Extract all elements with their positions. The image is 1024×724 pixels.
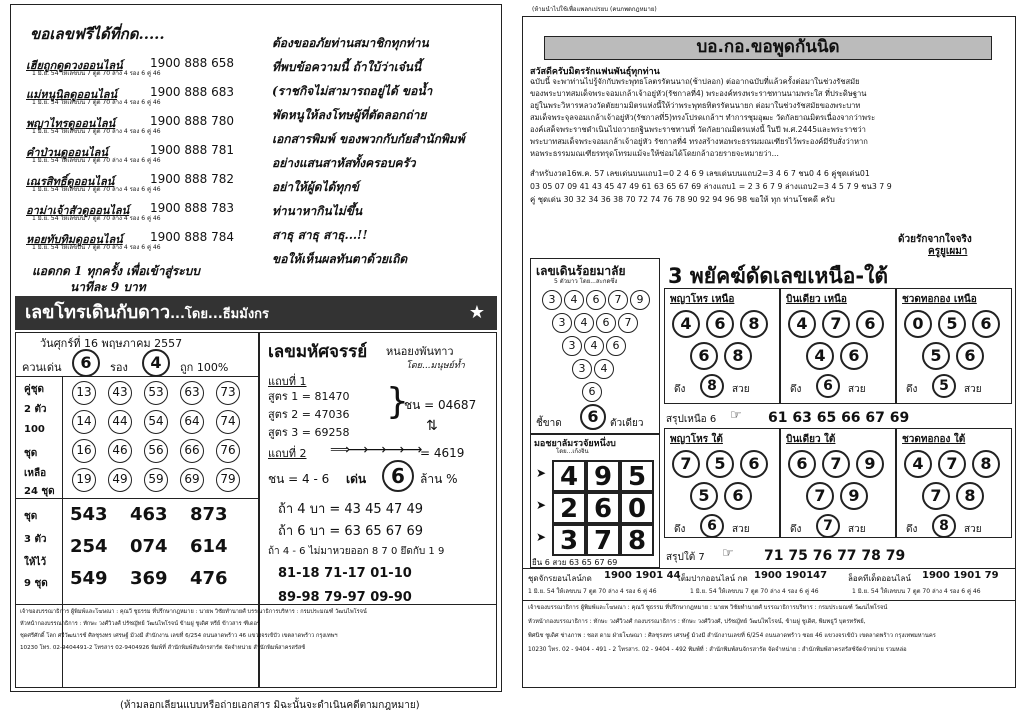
star-icon: ★ xyxy=(468,302,485,323)
tiger-pair: 6 xyxy=(840,342,868,370)
hotline-3-label: ล็อคทีเด็ดออนไลน์ xyxy=(848,574,911,583)
suay-label: สวย xyxy=(848,524,866,535)
article-line: สมเด็จพระจุลจอมเกล้าเจ้าอยู่หัว(รัชกาลที่5)ทรงโปรดเกล้าฯ ทำการชุมอุฒะ วัดกัลยาณมิตรเนื่องจากว่าพระ xyxy=(530,113,876,122)
lucky-name: พญาไทรดูออนไลน์ xyxy=(26,117,116,130)
decider-value: 6 xyxy=(580,404,606,430)
arrow-icon: ➤ xyxy=(536,498,547,512)
tiger-pair: 5 xyxy=(690,482,718,510)
lucky-name: แม่หนูนิลดูออนไลน์ xyxy=(26,88,118,101)
garland-title: เลขเดินร้อยมาลัย xyxy=(536,264,626,278)
three-number: 614 xyxy=(190,536,228,557)
lucky-name: คำป่วนดูออนไลน์ xyxy=(26,146,108,159)
footer-line: เจ้าของบรรณาธิการ ผู้พิมพ์และโฆษณา : คุณวี ชูธรรม ที่ปรึกษากฎหมาย : นายพ วิชัยทำนายศ์ บรรณาธิการบริหาร : กรมประมณฑ์ วัฒนไพโรจน์ xyxy=(20,609,367,615)
kling-value: 7 xyxy=(816,514,840,538)
pair-circle: 19 xyxy=(72,468,96,492)
magic-line-3: ถ้า 4 - 6 ไม่มาหวยออก 8 7 0 ยึดกับ 1 9 xyxy=(268,546,445,557)
article-line: พระบาทสมเด็จพระจอมเกล้าเจ้าอยู่หัว รัชกาลที่4 ทรงสร้างหอพระธรรมมณเฑียรไว้พระองค์มีรับสั่งว่าหาก xyxy=(530,137,868,146)
brace-icon: } xyxy=(386,381,409,422)
garland-circle: 3 xyxy=(572,359,592,379)
kling-label: ดึง xyxy=(790,524,802,535)
stats-line: สำหรับงวด16พ.ค. 57 เลขเด่นบนแถบ1=0 2 4 6 9 เลขเด่นบนแถบ2=3 4 6 7 ชน0 4 6 คู่ชุดเด่น01 xyxy=(530,169,870,178)
tiger-digit: 0 xyxy=(904,310,932,338)
lucky-name: หอยทับทิมดูออนไลน์ xyxy=(26,233,123,246)
hand-point-icon-2: ☞ xyxy=(722,546,734,561)
stats-line: 03 05 07 09 41 43 45 47 49 61 63 65 67 69 ล่างแถบ1 = 2 3 6 7 9 ล่างแถบ2=3 4 5 7 9 ชน3 7 9 xyxy=(530,182,892,191)
square-sub: โดย...เก้งจิน xyxy=(556,448,589,455)
tiger-digit: 6 xyxy=(972,310,1000,338)
row-label: 100 xyxy=(24,424,45,435)
garland-sub: 5 ตัวมาว โดย...สะกดซึ่ง xyxy=(554,278,618,285)
article-line: อยู่ในพระวิหารหลวงวัดตัยยามมิตรแห่งนี้ให้ว่าพระพุทธทิตรรัตนนายก ต่อมาในช่วงรัชสมัยของพระบาท xyxy=(530,101,861,110)
pair-circle: 73 xyxy=(216,381,240,405)
square-digit: 7 xyxy=(586,524,620,556)
square-digit: 6 xyxy=(586,492,620,524)
hotline-2-label: เต็มปากออนไลน์ กด xyxy=(678,574,748,583)
banner-tail: ...โดย...ธีมมังกร xyxy=(170,307,270,322)
magic-by: โดย...มนุษย์ท้ำ xyxy=(406,361,465,371)
tiger-digit: 7 xyxy=(938,450,966,478)
lucky-title: ขอเลขฟรีได้ที่กด..... xyxy=(30,25,165,43)
swap-arrows-icon: ⇅ xyxy=(426,418,438,434)
three-number: 369 xyxy=(130,568,168,589)
poem-line: ขอให้เห็นผลทันตาด้วยเถิด xyxy=(272,252,408,266)
footer-line: 10230 โทร. 02-9404491-2 โทรสาร 02-9404926 พิมพ์ที่ สำนักพิมพ์สันจักรสารัต จัดจำหน่าย สำนักพิมพ์สาครสรัสซ์ xyxy=(20,645,306,651)
kling-value: 5 xyxy=(932,374,956,398)
hotline-1: 1900 1901 44 xyxy=(604,570,681,581)
poem-line: ที่พบข้อความนี้ ถ้าใบ้ว่าเจ๋นนี้ xyxy=(272,60,422,74)
garland-circle: 9 xyxy=(630,290,650,310)
garland-circle: 3 xyxy=(562,336,582,356)
article-line: ฉบับนี้ จะพาท่านไปรู้จักกับพระพุทธโลตรรัตนนาถ(ช้าปลอก) ต่ออากฉบับที่แล้วครั้งต่อมาในช่วงรัชสมัย xyxy=(530,77,860,86)
tiger-head: ชวดทอกอง เหนือ xyxy=(902,294,977,305)
three-label: ให้ไว้ xyxy=(24,557,47,568)
formula-1: สูตร 1 = 81470 xyxy=(268,390,350,403)
garland-circle: 3 xyxy=(542,290,562,310)
suay-label: สวย xyxy=(964,384,982,395)
three-number: 549 xyxy=(70,568,108,589)
poem-line: เอกสารพิมพ์ ของพวกกับกัยสำนักพิมพ์ xyxy=(272,132,465,146)
square-digit: 5 xyxy=(620,460,654,492)
arrow-icon: ➤ xyxy=(536,530,547,544)
fine-print-3: 1 มิ.ย. 54 ให้เลขบน 7 ตูต 70 ล่าง 4 รอง 6 คู่ 46 xyxy=(852,588,981,595)
left-banner xyxy=(15,296,497,330)
pair-circle: 79 xyxy=(216,468,240,492)
poem-line: อย่าให้ผู้ดได้ทุกข์ xyxy=(272,180,359,194)
summary-south-label: สรุปใต้ 7 xyxy=(666,552,705,563)
pair-circle: 74 xyxy=(216,410,240,434)
square-digit: 0 xyxy=(620,492,654,524)
suay-label: สวย xyxy=(848,384,866,395)
tiger-head: พญาโหร เหนือ xyxy=(670,294,735,305)
tiger-head: ชวดทอกอง ใต้ xyxy=(902,434,966,445)
right-topline: (ห้ามนำไปใช้เพื่อแพลกเปรยบ (คนกพดกฎหมาย) xyxy=(532,6,657,13)
lucky-code: 1900 888 784 xyxy=(150,230,234,244)
tiger-digit: 6 xyxy=(856,310,884,338)
magic-author: หนอยงพันทาว xyxy=(386,345,454,358)
pair-circle: 16 xyxy=(72,439,96,463)
magic-title: เลขมหัศจรรย์ xyxy=(268,342,368,362)
poem-line: ต้องขออภัยท่านสมาชิกทุกท่าน xyxy=(272,36,429,50)
square-digit: 2 xyxy=(552,492,586,524)
kling-label: ดึง xyxy=(906,384,918,395)
lucky-foot-2: นาทีละ 9 บาท xyxy=(70,280,146,294)
footer-line: พิศนิช ชูเดิศ ช่างภาพ : ชอส ดาม ฝ่ายโฆษณา : ศิลชุรงทร เศรษฐ์ ม้วงมี สำนักงานเลขที่ 6/254 ถนนลาดพร้าว ซอย 46 แขวงจรเข้บัว เขตลาดพร้าว กรุงเทพมหานคร xyxy=(528,633,936,639)
pair-circle: 46 xyxy=(108,439,132,463)
magic-dlabel: เด่น xyxy=(346,472,367,486)
lucky-fine: 1 มิ.ย. 54 ให้เลขบน 7 ตูต 70 ล่าง 4 รอง 6 คู่ 46 xyxy=(32,157,161,164)
garland-circle: 3 xyxy=(552,313,572,333)
kling-value: 6 xyxy=(700,514,724,538)
square-title: มอชยาลัมรวจัยหนึ่งบ xyxy=(534,439,616,449)
pair-circle: 76 xyxy=(216,439,240,463)
tiger-pair: 9 xyxy=(840,482,868,510)
tiger-digit: 7 xyxy=(822,310,850,338)
left-page xyxy=(10,4,502,716)
lucky-code: 1900 888 658 xyxy=(150,56,234,70)
summary-north-label: สรุปเหนือ 6 xyxy=(666,414,717,425)
kling-value: 8 xyxy=(700,374,724,398)
lucky-fine: 1 มิ.ย. 54 ให้เลขบน 7 ตูต 70 ล่าง 4 รอง 6 คู่ 46 xyxy=(32,244,161,251)
lucky-fine: 1 มิ.ย. 54 ให้เลขบน 7 ตูต 70 ล่าง 4 รอง 6 คู่ 46 xyxy=(32,70,161,77)
lucky-code: 1900 888 782 xyxy=(150,172,234,186)
pair-circle: 49 xyxy=(108,468,132,492)
article-line: หอพระธรรมมณเฑียรทรุดโทรมแม้จะให้ซ่อมได้โดยกล้าอวยรายจะหมายว่า... xyxy=(530,149,779,158)
poem-line: ท่านาหากินไม่ขึ้น xyxy=(272,204,363,218)
pair-circle: 43 xyxy=(108,381,132,405)
decider-label: ชี้ขาด xyxy=(536,418,562,429)
pair-circle: 44 xyxy=(108,410,132,434)
pair-circle: 66 xyxy=(180,439,204,463)
lucky-code: 1900 888 780 xyxy=(150,114,234,128)
tiger-pair: 5 xyxy=(922,342,950,370)
three-number: 476 xyxy=(190,568,228,589)
tiger-digit: 4 xyxy=(672,310,700,338)
three-number: 254 xyxy=(70,536,108,557)
square-digit: 4 xyxy=(552,460,586,492)
banner-main: เลขโทรเดินกับดาว xyxy=(25,302,171,323)
lucky-name: เฮียถูกดูดวงออนไลน์ xyxy=(26,59,123,72)
tiger-digit: 8 xyxy=(740,310,768,338)
pair-circle: 53 xyxy=(144,381,168,405)
magic-main: ชน = 4 - 6 xyxy=(268,472,330,486)
lucky-code: 1900 888 783 xyxy=(150,201,234,215)
lucky-code: 1900 888 683 xyxy=(150,85,234,99)
three-number: 463 xyxy=(130,504,168,525)
pair-circle: 13 xyxy=(72,381,96,405)
footer-line: หัวหน้ากองบรรณาธิการ : ทักษะ วงศ์วิวงศ์ ปรัชญัทย์ วัฒนไพโรจน์ ข้ามผู่ ชูเดิศ หรีย์ ข้าวสาร ฑีเดอร์ xyxy=(20,621,260,627)
tiger-pair: 7 xyxy=(922,482,950,510)
garland-circle: 4 xyxy=(594,359,614,379)
hotline-3: 1900 1901 79 xyxy=(922,570,999,581)
garland-circle: 6 xyxy=(582,382,602,402)
poem-line: (ราชกิจไม่สามารถอยู่ได้ ขอน้ำ xyxy=(272,84,433,98)
garland-circle: 4 xyxy=(574,313,594,333)
kling-value: 6 xyxy=(816,374,840,398)
tiger-digit: 5 xyxy=(938,310,966,338)
article-line: องค์เสด็จพระราชดำเนินไปถวายกฐินพระราชทานที่ วัดกัลยาณมิตรแห่งนี้ ในปี พ.ศ.2445และพระราชว่า xyxy=(530,125,866,134)
three-label: ชุด xyxy=(24,511,38,522)
tiger-pair: 8 xyxy=(956,482,984,510)
formula-2: สูตร 2 = 47036 xyxy=(268,408,350,421)
garland-circle: 4 xyxy=(564,290,584,310)
stand-line: ยืน 6 สวย 63 65 67 69 xyxy=(532,558,618,567)
hotline-1-label: ชุดจักรยอนไลน์กด xyxy=(528,574,592,583)
poem-line: พัดหนูให้ลงโทษผู้ที่ตัดลอกถ่าย xyxy=(272,108,427,122)
kling-label: ดึง xyxy=(674,384,686,395)
suay-label: สวย xyxy=(732,524,750,535)
arrow-icon: ➤ xyxy=(536,466,547,480)
garland-circle: 7 xyxy=(608,290,628,310)
tiger-digit: 9 xyxy=(856,450,884,478)
tiger-pair: 6 xyxy=(690,342,718,370)
tiger-pair: 4 xyxy=(806,342,834,370)
tiger-digit: 6 xyxy=(788,450,816,478)
draw-date: วันศุกร์ที่ 16 พฤษภาคม 2557 xyxy=(40,337,183,350)
footer-line: หัวหน้ากองบรรณาธิการ : ทักษะ วงศ์วิวงศ์ กองบรรณาธิการ : ทักษะ วงศ์วิวงศ์, ปรัชญัทย์ วัฒนไพโรจน์, ข้ามผู่ ชูเดิศ, พิมพธูวี บุตรทรัพย์, xyxy=(528,619,866,625)
poem-line: สาธุ สาธุ สาธุ...!! xyxy=(272,228,368,242)
right-page xyxy=(518,4,1018,720)
decider-tail: ตัวเดียว xyxy=(610,418,644,429)
hotline-2: 1900 190147 xyxy=(754,570,828,581)
row-label: ชุด xyxy=(24,448,38,459)
article-line: ของพระบาทสมเด็จพระจอมเกล้าเจ้าอยู่หัว(รัชกาลที่4) พระองค์ทรงพระราชทานนามพระใส ที่ประดิษฐาน xyxy=(530,89,867,98)
tiger-digit: 7 xyxy=(672,450,700,478)
row-label: คู่ชุด xyxy=(24,384,44,395)
magic-line-1: ถ้า 4 บา = 43 45 47 49 xyxy=(278,502,423,517)
pair-circle: 69 xyxy=(180,468,204,492)
sub-label: รอง xyxy=(110,361,128,374)
tiger-head: บินเดียว เหนือ xyxy=(786,294,847,305)
footer-line: ชุดศรีศักดิ์ โลก ศรีวัฒนารช์ ศิลชุรงทร เศรษฐ์ ม้วงมี สำนักงาน เลขที่ 6/254 ถนนลาดพร้าว 46 แขวงจรเข้บัว เขตลาดพร้าว กรุงเทพฯ xyxy=(20,633,338,639)
tiger-digit: 5 xyxy=(706,450,734,478)
summary-south: 71 75 76 77 78 79 xyxy=(764,548,906,564)
pair-circle: 64 xyxy=(180,410,204,434)
tiger-digit: 4 xyxy=(788,310,816,338)
garland-circle: 6 xyxy=(606,336,626,356)
formula-1-label: แถบที่ 1 xyxy=(268,375,307,388)
main-label: ควนเด่น xyxy=(22,361,62,374)
three-number: 873 xyxy=(190,504,228,525)
lucky-name: อาม่าเจ้าสัวดูออนไลน์ xyxy=(26,204,130,217)
lucky-fine: 1 มิ.ย. 54 ให้เลขบน 7 ตูต 70 ล่าง 4 รอง 6 คู่ 46 xyxy=(32,128,161,135)
lucky-fine: 1 มิ.ย. 54 ให้เลขบน 7 ตูต 70 ล่าง 4 รอง 6 คู่ 46 xyxy=(32,99,161,106)
square-digit: 9 xyxy=(586,460,620,492)
footer-line: 10230 โทร. 02 - 9404 - 491 - 2 โทรสาร. 02 - 9404 - 492 พิมพ์ที่ : สำนักพิมพ์สนจักรสารัต จัดจำหน่าย : สำนักพิมพ์สาครสรัสซ์จัดจำหน่าย รวมหล่อ xyxy=(528,647,907,653)
hand-point-icon: ☞ xyxy=(730,408,742,423)
formula-3: สูตร 3 = 69258 xyxy=(268,426,350,439)
poem-line: อย่างแสนสาหัสทั้งครอบครัว xyxy=(272,156,416,170)
kling-label: ดึง xyxy=(674,524,686,535)
row-label: 24 ชุด xyxy=(24,486,55,497)
sub-value: 4 xyxy=(142,349,170,377)
footer-line: เจ้าของบรรณาธิการ ผู้พิมพ์และโฆษณา : คุณวี ชูธรรม ที่ปรึกษากฎหมาย : นายพ วิชัยทำนายศ์ บรรณาธิการบริหาร : กรมประมณฑ์ วัฒนไพโรจน์ xyxy=(528,605,888,611)
tiger-head: บินเดียว ใต้ xyxy=(786,434,836,445)
magic-line-2: ถ้า 6 บา = 63 65 67 69 xyxy=(278,524,423,539)
sign-2: ครูยูเผมา xyxy=(928,246,968,257)
lucky-code: 1900 888 781 xyxy=(150,143,234,157)
tiger-pair: 6 xyxy=(724,482,752,510)
tiger-head: พญาโหร ใต้ xyxy=(670,434,723,445)
arrow-icon: ⟹⟶⟶⟶⟶ xyxy=(330,442,421,458)
kling-label: ดึง xyxy=(790,384,802,395)
lucky-fine: 1 มิ.ย. 54 ให้เลขบน 7 ตูต 70 ล่าง 4 รอง 6 คู่ 46 xyxy=(32,215,161,222)
suay-label: สวย xyxy=(964,524,982,535)
three-number: 074 xyxy=(130,536,168,557)
fine-print-1: 1 มิ.ย. 54 ให้เลขบน 7 ตูต 70 ล่าง 4 รอง 6 คู่ 46 xyxy=(528,588,657,595)
kling-value: 8 xyxy=(932,514,956,538)
formula-2-label: แถบที่ 2 xyxy=(268,447,307,460)
square-digit: 3 xyxy=(552,524,586,556)
pair-circle: 14 xyxy=(72,410,96,434)
formula-result-1: ชน = 04687 xyxy=(404,398,477,412)
tiger-digit: 6 xyxy=(706,310,734,338)
garland-circle: 7 xyxy=(618,313,638,333)
formula-result-2: = 4619 xyxy=(420,446,465,460)
summary-north: 61 63 65 66 67 69 xyxy=(768,410,910,426)
magic-pairs-2: 89-98 79-97 09-90 xyxy=(278,590,412,605)
pair-circle: 59 xyxy=(144,468,168,492)
tiger-pair: 8 xyxy=(724,342,752,370)
kling-label: ดึง xyxy=(906,524,918,535)
lucky-name: เณรสิทธิ์ดูออนไลน์ xyxy=(26,175,115,188)
garland-circle: 6 xyxy=(596,313,616,333)
tiger-digit: 4 xyxy=(904,450,932,478)
magic-dvalue: 6 xyxy=(382,460,414,492)
three-label: 9 ชุด xyxy=(24,578,48,589)
lucky-foot-1: แอดกด 1 ทุกครั้ง เพื่อเข้าสู่ระบบ xyxy=(32,264,200,278)
square-digit: 8 xyxy=(620,524,654,556)
three-number: 543 xyxy=(70,504,108,525)
magic-pairs-1: 81-18 71-17 01-10 xyxy=(278,566,412,581)
row-label: เหลือ xyxy=(24,468,47,479)
garland-circle: 6 xyxy=(586,290,606,310)
pair-circle: 56 xyxy=(144,439,168,463)
tiger-pair: 6 xyxy=(956,342,984,370)
tiger-digit: 8 xyxy=(972,450,1000,478)
suay-label: สวย xyxy=(732,384,750,395)
copy-warning: (ห้ามลอกเลียนแบบหรือถ่ายเอกสาร มิฉะนั้นจะดำเนินคดีตามกฎหมาย) xyxy=(120,700,420,711)
main-value: 6 xyxy=(72,349,100,377)
sign-1: ด้วยรักจากใจจริง xyxy=(898,234,972,245)
magic-dtail: ล้าน % xyxy=(420,472,458,486)
right-header: บอ.กอ.ขอพูดกันนิด xyxy=(544,36,992,60)
garland-circle: 4 xyxy=(584,336,604,356)
tigers-title: 3 พยัคฆ์ดัดเลขเหนือ-ใต้ xyxy=(668,264,888,288)
three-label: 3 ตัว xyxy=(24,534,47,545)
pair-circle: 63 xyxy=(180,381,204,405)
row-label: 2 ตัว xyxy=(24,404,47,415)
tiger-digit: 6 xyxy=(740,450,768,478)
stats-line: คู่ ชุดเด่น 30 32 34 36 38 70 72 74 76 78 90 92 94 96 98 ขอให้ ทุก ท่านโชคดี ครับ xyxy=(530,195,835,204)
fine-print-2: 1 มิ.ย. 54 ให้เลขบน 7 ตูต 70 ล่าง 4 รอง 6 คู่ 46 xyxy=(690,588,819,595)
lucky-fine: 1 มิ.ย. 54 ให้เลขบน 7 ตูต 70 ล่าง 4 รอง 6 คู่ 46 xyxy=(32,186,161,193)
tiger-digit: 7 xyxy=(822,450,850,478)
accuracy: ถูก 100% xyxy=(180,361,229,374)
intro-title: สวัสดีครับมิตรรักแฟนพันธุ์ทุกท่าน xyxy=(530,67,660,77)
pair-circle: 54 xyxy=(144,410,168,434)
tiger-pair: 7 xyxy=(806,482,834,510)
